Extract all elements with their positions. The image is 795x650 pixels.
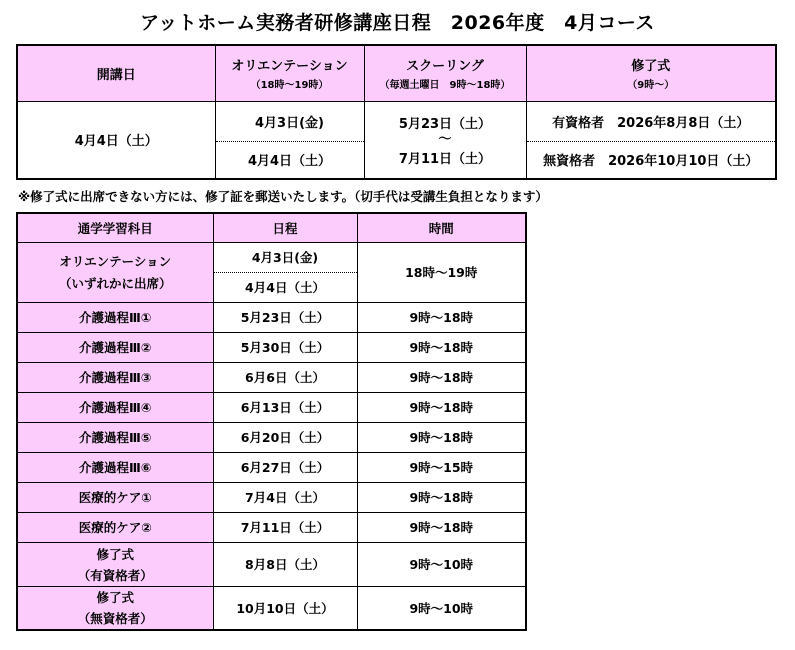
schooling-period [364,101,526,179]
table-row [17,332,526,362]
time-cell: 9時～15時 [357,452,526,482]
completion-header: 修了式 （9時～） [526,45,776,101]
date-cell: 6月6日（土） [213,362,357,392]
mailing-note: ※修了式に出席できない方には、修了証を郵送いたします。（切手代は受講生負担となります） [18,189,548,204]
subject-cell: 介護過程Ⅲ⑤ [17,422,213,452]
date-cell: 5月23日（土） [213,302,357,332]
schooling-end: 7月11日（土） [398,151,492,167]
ceremony-qualified-subject: 修了式 （有資格者） [17,542,213,586]
subject-cell: 介護過程Ⅲ① [17,302,213,332]
ceremony-qualified-date: 8月8日（土） [213,542,357,586]
date-cell: 6月20日（土） [213,422,357,452]
subject-cell: 介護過程Ⅲ② [17,332,213,362]
table-row [17,512,526,542]
course-overview-table [16,44,777,180]
schedule-header-row [17,213,526,242]
ceremony-qualified-row [17,542,526,586]
orientation-subject: オリエンテーション （いずれかに出席） [17,242,213,302]
opening-header: 開講日 [17,45,215,101]
overview-row-1 [17,101,776,141]
orientation-date-2: 4月4日（土） [213,272,357,302]
date-cell: 6月13日（土） [213,392,357,422]
time-cell: 9時～18時 [357,482,526,512]
date-cell: 6月27日（土） [213,452,357,482]
schedule-table [16,212,527,631]
table-row [17,482,526,512]
overview-header-row [17,45,776,101]
time-cell: 9時～18時 [357,512,526,542]
ceremony-unqualified-time: 9時～10時 [357,586,526,630]
time-header: 時間 [357,213,526,242]
ceremony-unqualified-date: 10月10日（土） [213,586,357,630]
orientation-date-1: 4月3日(金) [213,242,357,272]
orientation-time: 18時～19時 [357,242,526,302]
schooling-header: スクーリング （毎週土曜日 9時～18時） [364,45,526,101]
completion-qualified: 有資格者 2026年8月8日（土） [526,101,776,141]
table-row [17,422,526,452]
subject-cell: 医療的ケア② [17,512,213,542]
table-row [17,302,526,332]
page-title: アットホーム実務者研修講座日程 2026年度 4月コース [140,12,655,34]
date-cell: 7月4日（土） [213,482,357,512]
ceremony-unqualified-subject: 修了式 （無資格者） [17,586,213,630]
orientation-date-2: 4月4日（土） [215,141,364,179]
time-cell: 9時～18時 [357,422,526,452]
schooling-start: 5月23日（土） [398,116,492,132]
subject-cell: 介護過程Ⅲ⑥ [17,452,213,482]
ceremony-unqualified-row [17,586,526,630]
opening-date: 4月4日（土） [17,101,215,179]
subject-cell: 介護過程Ⅲ③ [17,362,213,392]
schooling-tilde: ～ [438,131,452,147]
time-cell: 9時～18時 [357,362,526,392]
table-row [17,452,526,482]
ceremony-qualified-time: 9時～10時 [357,542,526,586]
subject-cell: 介護過程Ⅲ④ [17,392,213,422]
date-cell: 7月11日（土） [213,512,357,542]
table-row [17,362,526,392]
time-cell: 9時～18時 [357,302,526,332]
date-header: 日程 [213,213,357,242]
completion-unqualified: 無資格者 2026年10月10日（土） [526,141,776,179]
subject-header: 通学学習科目 [17,213,213,242]
table-row [17,392,526,422]
date-cell: 5月30日（土） [213,332,357,362]
orientation-header: オリエンテーション （18時～19時） [215,45,364,101]
time-cell: 9時～18時 [357,332,526,362]
subject-cell: 医療的ケア① [17,482,213,512]
orientation-date-1: 4月3日(金) [215,101,364,141]
orientation-row [17,242,526,272]
time-cell: 9時～18時 [357,392,526,422]
